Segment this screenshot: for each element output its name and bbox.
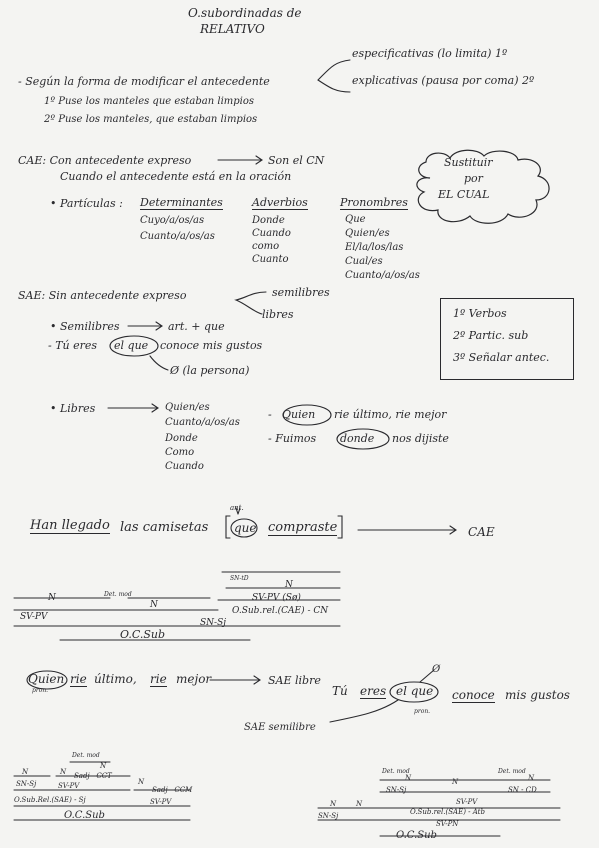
col-pronombres-item: Quien/es — [345, 228, 390, 239]
cloud-line-1: Sustituir — [444, 156, 493, 169]
rtree-tag: N — [452, 778, 459, 786]
col-adverbios-item: como — [252, 241, 280, 252]
ltree-tag: Sadj - CCT — [74, 772, 112, 780]
analisis1-w3: compraste — [268, 520, 338, 535]
cloud-line-2: por — [464, 172, 483, 185]
col-pronombres-head: Pronombres — [340, 196, 408, 209]
libres-example-quien: Quien — [282, 408, 316, 421]
forma-ejemplo-1: 1º Puse los manteles que estaban limpios — [44, 96, 254, 107]
col-determinantes-item: Cuyo/a/os/as — [140, 215, 205, 226]
particulas-label: • Partículas : — [50, 197, 123, 210]
rtree-tag: O.Sub.rel.(SAE) - Atb — [410, 808, 485, 816]
rtree-tag: SV-PN — [436, 820, 459, 828]
analisis2-conoce: conoce — [452, 688, 495, 702]
tag-n1: N — [285, 580, 293, 590]
libres-item: Quien/es — [165, 402, 210, 413]
libres-example-donde: donde — [340, 432, 375, 445]
col-adverbios-item: Cuanto — [252, 254, 289, 265]
ltree-tag: Sadj - CCM — [152, 786, 193, 794]
sae-semilibres: semilibres — [272, 286, 330, 299]
libres-example-dash: - — [268, 408, 272, 421]
tag-svpv2: SV-PV — [20, 612, 48, 622]
libres-item: Donde — [165, 433, 198, 444]
rtree-tag: Det. mod — [382, 768, 410, 775]
col-pronombres-item: Que — [345, 214, 366, 225]
sae-example-a: - Tú eres — [48, 339, 98, 352]
rtree-tag: N — [405, 774, 412, 782]
ltree-tag: SV-PV — [150, 798, 172, 806]
sae-lead: SAE: Sin antecedente expreso — [18, 289, 187, 302]
col-adverbios-head: Adverbios — [252, 196, 308, 209]
col-determinantes-head: Determinantes — [140, 196, 223, 209]
analisis1-result: CAE — [468, 525, 495, 539]
col-pronombres-item: Cuanto/a/os/as — [345, 270, 420, 281]
analisis2-rie2: rie — [150, 672, 167, 686]
cae-result: Son el CN — [268, 154, 325, 167]
rtree-tag: SN - CD — [508, 786, 537, 794]
sae-libres: libres — [262, 308, 294, 321]
cae-lead: CAE: Con antecedente expreso — [18, 154, 192, 167]
tag-det: Det. mod — [104, 591, 132, 598]
col-determinantes-item: Cuanto/a/os/as — [140, 231, 215, 242]
analisis2-quien: Quien — [28, 672, 65, 686]
sae-example-circle: el que — [114, 339, 149, 352]
analisis2-ultimo: último, — [94, 672, 137, 686]
ltree-tag: N — [60, 768, 67, 776]
rtree-tag: N — [356, 800, 363, 808]
ltree-tag: Det. mod — [72, 752, 100, 759]
ltree-tag: O.Sub.Rel.(SAE) - Sj — [14, 796, 86, 804]
rtree-tag: SV-PV — [456, 798, 478, 806]
libres-item: Cuando — [165, 461, 204, 472]
rtree-tag: O.C.Sub — [396, 830, 437, 841]
libres-item: Cuanto/a/os/as — [165, 417, 240, 428]
analisis1-ant: ant. — [230, 504, 244, 512]
libres-example-fuimos-a: - Fuimos — [268, 432, 317, 445]
analisis1-que: que — [234, 521, 257, 535]
analisis2-tu: Tú — [332, 684, 348, 698]
analisis2-mejor: mejor — [176, 672, 212, 686]
title-line-1: O.subordinadas de — [188, 6, 302, 20]
libres-line: • Libres — [50, 402, 96, 415]
cae-cuando: Cuando el antecedente está en la oración — [60, 170, 292, 183]
analisis2-rie: rie — [70, 672, 87, 686]
rtree-tag: Det. mod — [498, 768, 526, 775]
analisis2-eres: eres — [360, 684, 387, 698]
col-pronombres-item: El/la/los/las — [345, 242, 404, 253]
ltree-tag: N — [100, 762, 107, 770]
col-pronombres-item: Cual/es — [345, 256, 383, 267]
step-2: 2º Partic. sub — [453, 329, 529, 342]
analisis2-mis: mis gustos — [505, 688, 570, 702]
rtree-tag: SN-Sj — [386, 786, 407, 794]
forma-explicativas: explicativas (pausa por coma) 2º — [352, 74, 535, 87]
semilibres-rule: art. + que — [168, 320, 225, 333]
sae-persona: Ø (la persona) — [170, 364, 250, 377]
forma-lead: - Según la forma de modificar el antecedente — [18, 75, 270, 88]
tag-shto: SN-tD — [230, 575, 249, 582]
title-line-2: RELATIVO — [200, 22, 265, 36]
sae-example-b: conoce mis gustos — [160, 339, 263, 352]
ltree-tag: N — [138, 778, 145, 786]
step-1: 1º Verbos — [453, 307, 507, 320]
forma-ejemplo-2: 2º Puse los manteles, que estaban limpios — [44, 114, 258, 125]
rtree-tag: N — [330, 800, 337, 808]
ltree-tag: O.C.Sub — [64, 810, 105, 821]
rtree-tag: N — [528, 774, 535, 782]
analisis2-phi: Ø — [432, 664, 441, 675]
libres-example-quien-rest: rie último, rie mejor — [334, 408, 447, 421]
analisis2-pron: pron. — [32, 687, 49, 694]
cloud-line-3: EL CUAL — [438, 188, 490, 201]
analisis1-w1: Han llegado — [30, 518, 110, 533]
tag-osub: O.Sub.rel.(CAE) - CN — [232, 606, 329, 616]
ltree-tag: SN-Sj — [16, 780, 37, 788]
ltree-tag: SV-PV — [58, 782, 80, 790]
libres-example-fuimos-b: nos dijiste — [392, 432, 449, 445]
ltree-tag: N — [22, 768, 29, 776]
tag-svpv: SV-PV (Sø) — [252, 593, 301, 603]
analisis2-semilibre: SAE semilibre — [244, 722, 316, 733]
tag-ocsub: O.C.Sub — [120, 628, 166, 641]
forma-especificativas: especificativas (lo limita) 1º — [352, 47, 508, 60]
col-adverbios-item: Cuando — [252, 228, 291, 239]
analisis2-elque: el que — [396, 684, 434, 698]
tag-n2: N — [48, 593, 56, 603]
libres-item: Como — [165, 447, 195, 458]
step-3: 3º Señalar antec. — [453, 351, 550, 364]
analisis1-w2: las camisetas — [120, 520, 209, 535]
tag-n3: N — [150, 600, 158, 610]
tag-snsj: SN-Sj — [200, 618, 227, 628]
analisis2-result: SAE libre — [268, 674, 321, 687]
semilibres-line: • Semilibres — [50, 320, 120, 333]
rtree-tag: SN-Sj — [318, 812, 339, 820]
col-adverbios-item: Donde — [252, 215, 285, 226]
analisis2-pron-b: pron. — [414, 708, 431, 715]
